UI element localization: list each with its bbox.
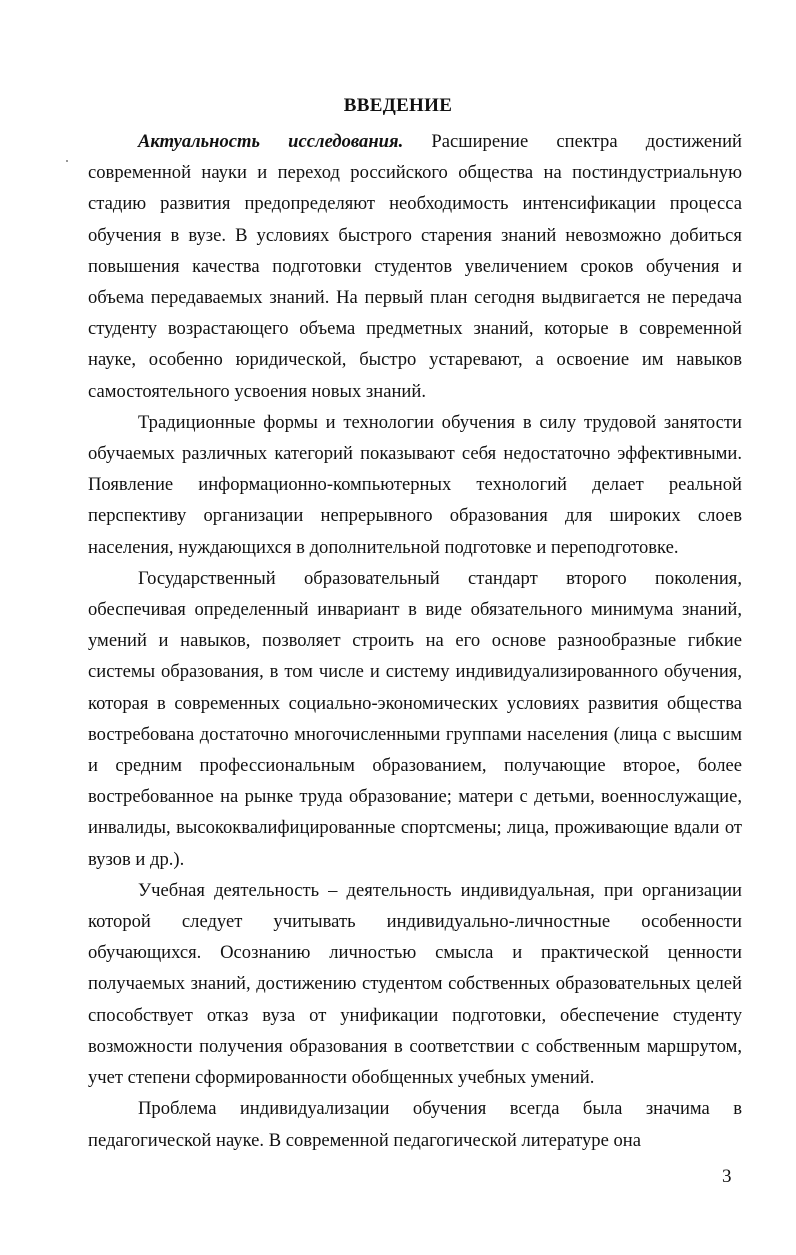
paragraph: Традиционные формы и технологии обучения в силу трудовой занятости обучаемых различных категорий показывают себя недостаточно эффективными. Появление информационно-компьютерных технологий делает реальной перспективу организации непрерывного образования для широких слоев населения, нуждающихся в дополнительной подготовке и переподготовке.	[88, 411, 742, 558]
page-number: 3	[722, 1166, 732, 1187]
paragraph-text: Расширение спектра достижений современной науки и переход российского общества на постиндустриальную стадию развития предопределяют необходимость интенсификации процесса обучения в вузе. В условиях быстрого старения знаний невозможно добиться повышения качества подготовки студентов увеличением сроков обучения и объема передаваемых знаний. На первый план сегодня выдвигается не передача студенту возрастающего объема предметных знаний, которые в современной науке, особенно юридической, быстро устаревают, а освоение им навыков самостоятельного усвоения новых знаний.	[88, 131, 742, 402]
scan-speck	[66, 160, 68, 162]
page-title: ВВЕДЕНИЕ	[343, 94, 453, 116]
paragraph: Проблема индивидуализации обучения всегда была значима в педагогической науке. В современной педагогической литературе она	[88, 1098, 742, 1151]
paragraph: Государственный образовательный стандарт второго поколения, обеспечивая определенный инвариант в виде обязательного минимума знаний, умений и навыков, позволяет строить на его основе разнообразные гибкие системы образования, в том числе и систему индивидуализированного обучения, которая в современных социально-экономических условиях развития общества востребована достаточно многочисленными группами населения (лица с высшим и средним профессиональным образованием, получающие второе, более востребованное на рынке труда образование; матери с детьми, военнослужащие, инвалиды, высококвалифицированные спортсмены; лица, проживающие вдали от вузов и др.).	[88, 567, 742, 870]
paragraph: Учебная деятельность – деятельность индивидуальная, при организации которой следует учитывать индивидуально-личностные особенности обучающихся. Осознанию личностью смысла и практической ценности получаемых знаний, достижению студентом собственных образовательных целей способствует отказ вуза от унификации подготовки, обеспечение студенту возможности получения образования в соответствии с собственным маршрутом, учет степени сформированности обобщенных учебных умений.	[88, 879, 742, 1089]
paragraph-lead: Актуальность исследования.	[138, 131, 404, 152]
paragraph-relevance	[88, 126, 742, 407]
body-text	[88, 126, 742, 1156]
